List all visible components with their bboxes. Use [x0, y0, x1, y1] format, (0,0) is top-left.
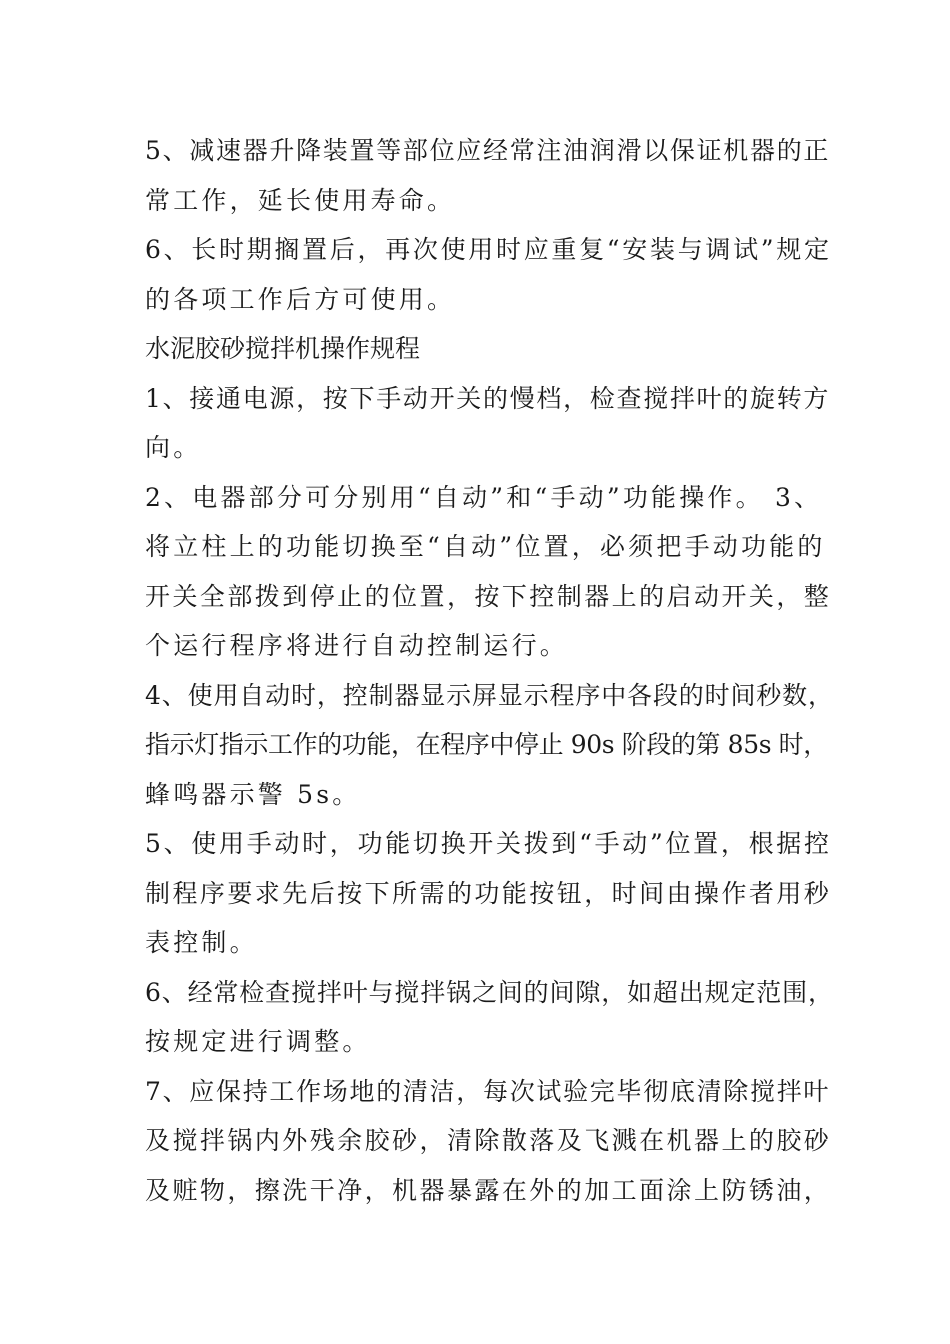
text-line: 及搅拌锅内外残余胶砂，清除散落及飞溅在机器上的胶砂 — [145, 1126, 832, 1155]
text-line: 常工作，延长使用寿命。 — [145, 186, 456, 215]
text-line: 5、使用手动时，功能切换开关拨到“手动”位置，根据控 — [145, 829, 832, 858]
text-line: 7、应保持工作场地的清洁，每次试验完毕彻底清除搅拌叶 — [145, 1077, 831, 1106]
text-line: 的各项工作后方可使用。 — [145, 285, 456, 314]
text-line: 表控制。 — [145, 928, 258, 957]
text-line: 指示灯指示工作的功能，在程序中停止 90s 阶段的第 85s 时， — [145, 730, 828, 759]
text-line: 开关全部拨到停止的位置，按下控制器上的启动开关，整 — [145, 582, 832, 611]
text-line: 向。 — [145, 433, 202, 462]
text-line: 6、经常检查搅拌叶与搅拌锅之间的间隙，如超出规定范围， — [145, 978, 834, 1007]
text-line: 4、使用自动时，控制器显示屏显示程序中各段的时间秒数， — [145, 681, 834, 710]
text-line: 及赃物，擦洗干净，机器暴露在外的加工面涂上防锈油， — [145, 1176, 832, 1205]
text-line: 6、长时期搁置后，再次使用时应重复“安装与调试”规定 — [145, 235, 832, 264]
text-line: 蜂鸣器示警 5s。 — [145, 780, 361, 809]
text-line: 5、减速器升降装置等部位应经常注油润滑以保证机器的正 — [145, 136, 831, 165]
text-line: 1、接通电源，按下手动开关的慢档，检查搅拌叶的旋转方 — [145, 384, 831, 413]
text-line: 2、电器部分可分别用“自动”和“手动”功能操作。 3、 — [145, 483, 823, 512]
text-line: 制程序要求先后按下所需的功能按钮，时间由操作者用秒 — [145, 879, 832, 908]
text-line: 按规定进行调整。 — [145, 1027, 371, 1056]
section-heading: 水泥胶砂搅拌机操作规程 — [145, 334, 421, 363]
text-line: 个运行程序将进行自动控制运行。 — [145, 631, 569, 660]
text-line: 将立柱上的功能切换至“自动”位置，必须把手动功能的 — [145, 532, 826, 561]
